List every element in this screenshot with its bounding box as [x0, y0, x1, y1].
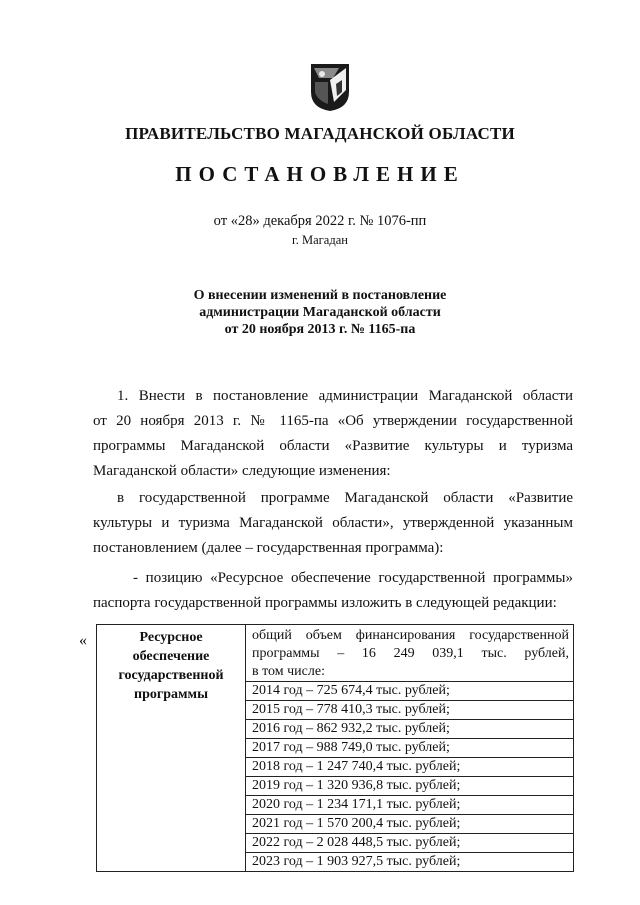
- year-funding-row: 2020 год – 1 234 171,1 тыс. рублей;: [246, 796, 573, 815]
- year-funding-row: 2019 год – 1 320 936,8 тыс. рублей;: [246, 777, 573, 796]
- text-line: в государственной программе Магаданской области «Развитие: [117, 490, 573, 506]
- year-funding-row: 2021 год – 1 570 200,4 тыс. рублей;: [246, 815, 573, 834]
- government-title: ПРАВИТЕЛЬСТВО МАГАДАНСКОЙ ОБЛАСТИ: [125, 124, 515, 143]
- decree-subject: [0, 287, 640, 338]
- opening-quote: «: [79, 632, 87, 649]
- text-line: паспорта государственной программы изложить в следующей редакции:: [93, 595, 557, 611]
- document-type-title: ПОСТАНОВЛЕНИЕ: [175, 162, 465, 186]
- year-funding-row: 2018 год – 1 247 740,4 тыс. рублей;: [246, 758, 573, 777]
- issue-city: г. Магадан: [292, 233, 348, 247]
- label-line: обеспечение: [132, 649, 210, 664]
- year-funding-row: 2017 год – 988 749,0 тыс. рублей;: [246, 739, 573, 758]
- magadan-coat-of-arms-icon: [309, 62, 351, 112]
- resource-label-cell: [97, 625, 246, 872]
- year-funding-row: 2022 год – 2 028 448,5 тыс. рублей;: [246, 834, 573, 853]
- label-line: программы: [134, 687, 208, 702]
- text-line: Магаданской области» следующие изменения:: [93, 463, 391, 479]
- label-line: Ресурсное: [139, 630, 203, 645]
- year-funding-row: 2014 год – 725 674,4 тыс. рублей;: [246, 682, 573, 701]
- year-funding-row: 2023 год – 1 903 927,5 тыс. рублей;: [252, 854, 461, 869]
- subject-line: администрации Магаданской области: [199, 305, 441, 320]
- text-line: программы Магаданской области «Развитие культуры и туризма: [93, 438, 573, 454]
- paragraph-1: [93, 384, 573, 484]
- text-line: от 20 ноября 2013 г. № 1165-па «Об утверждении государственной: [93, 413, 573, 429]
- subject-line: от 20 ноября 2013 г. № 1165-па: [224, 322, 416, 337]
- text-line: культуры и туризма Магаданской области», утвержденной указанным: [93, 515, 573, 531]
- paragraph-2: [93, 486, 573, 561]
- label-line: государственной: [118, 668, 224, 683]
- decree-date-number: от «28» декабря 2022 г. № 1076-пп: [213, 213, 427, 229]
- intro-line: программы – 16 249 039,1 тыс. рублей,: [252, 646, 569, 661]
- resource-value-cell: [246, 625, 574, 872]
- resource-table: [96, 624, 574, 872]
- year-funding-row: 2015 год – 778 410,3 тыс. рублей;: [246, 701, 573, 720]
- year-funding-row: 2016 год – 862 932,2 тыс. рублей;: [246, 720, 573, 739]
- table-row: [97, 625, 574, 872]
- text-line: постановлением (далее – государственная программа):: [93, 540, 444, 556]
- paragraph-3: [93, 566, 573, 616]
- text-line: - позицию «Ресурсное обеспечение государственной программы»: [133, 570, 573, 586]
- intro-line: в том числе:: [246, 663, 573, 682]
- intro-line: общий объем финансирования государственной: [252, 628, 569, 643]
- subject-line: О внесении изменений в постановление: [193, 288, 447, 303]
- text-line: 1. Внести в постановление администрации Магаданской области: [117, 388, 573, 404]
